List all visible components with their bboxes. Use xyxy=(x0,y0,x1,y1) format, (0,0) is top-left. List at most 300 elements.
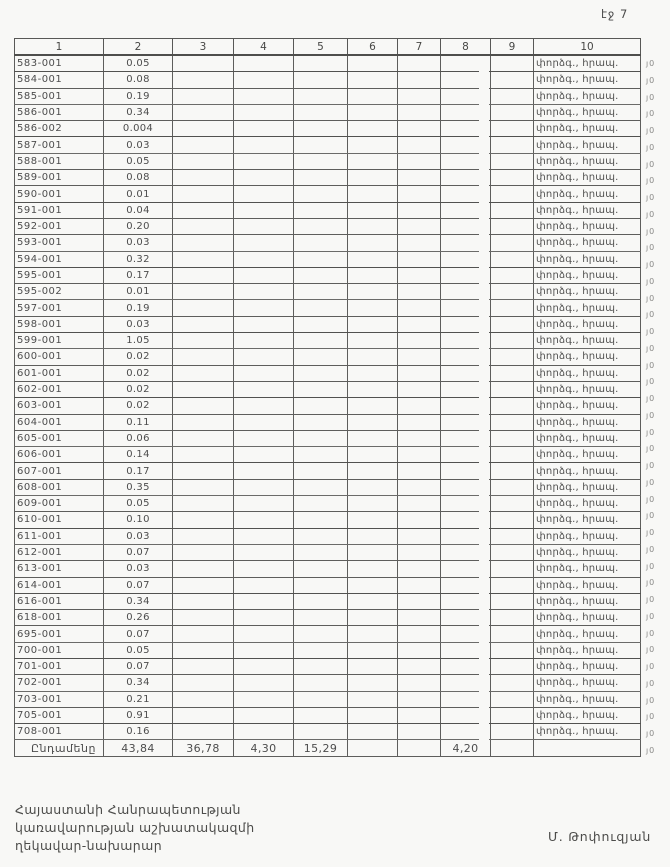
row-code: 587-001 xyxy=(15,137,104,153)
empty-cell xyxy=(441,202,491,218)
row-value: 0.08 xyxy=(104,72,173,88)
row-note: փորձգ., հրապ. xyxy=(534,170,641,186)
empty-cell xyxy=(441,496,491,512)
row-value: 0.34 xyxy=(104,104,173,120)
empty-cell xyxy=(491,430,534,446)
header-col-10: 10 xyxy=(534,39,641,56)
header-col-5: 5 xyxy=(294,39,348,56)
row-value: 0.17 xyxy=(104,267,173,283)
signature-name: Մ. Թոփուզյան xyxy=(548,829,652,844)
margin-mark: յ0 xyxy=(646,578,656,588)
row-code: 616-001 xyxy=(15,593,104,609)
empty-cell xyxy=(398,137,441,153)
empty-cell xyxy=(491,398,534,414)
empty-cell xyxy=(491,479,534,495)
empty-cell xyxy=(441,316,491,332)
empty-cell xyxy=(491,251,534,267)
empty-cell xyxy=(173,153,234,169)
empty-cell xyxy=(173,528,234,544)
empty-cell xyxy=(491,381,534,397)
empty-cell xyxy=(441,626,491,642)
empty-cell xyxy=(173,430,234,446)
empty-cell xyxy=(294,512,348,528)
row-code: 605-001 xyxy=(15,430,104,446)
empty-cell xyxy=(234,365,294,381)
empty-cell xyxy=(441,170,491,186)
row-code: 604-001 xyxy=(15,414,104,430)
row-note: փորձգ., հրապ. xyxy=(534,626,641,642)
empty-cell xyxy=(398,561,441,577)
row-note: փորձգ., հրապ. xyxy=(534,691,641,707)
row-value: 0.08 xyxy=(104,170,173,186)
empty-cell xyxy=(173,610,234,626)
row-value: 0.20 xyxy=(104,218,173,234)
empty-cell xyxy=(234,72,294,88)
totals-label: Ընդամենը xyxy=(15,740,104,756)
empty-cell xyxy=(348,577,398,593)
total-col-2: 43,84 xyxy=(104,740,173,756)
empty-cell xyxy=(441,593,491,609)
empty-cell xyxy=(491,170,534,186)
empty-cell xyxy=(398,218,441,234)
empty-cell xyxy=(491,642,534,658)
empty-cell xyxy=(398,675,441,691)
table-row xyxy=(15,381,641,397)
row-value: 0.06 xyxy=(104,430,173,446)
page-number: էջ 7 xyxy=(601,7,629,21)
empty-cell xyxy=(441,72,491,88)
empty-cell xyxy=(441,137,491,153)
row-value: 0.02 xyxy=(104,381,173,397)
empty-cell xyxy=(491,512,534,528)
empty-cell xyxy=(348,724,398,740)
empty-cell xyxy=(491,447,534,463)
empty-cell xyxy=(294,170,348,186)
empty-cell xyxy=(348,675,398,691)
table-row xyxy=(15,528,641,544)
empty-cell xyxy=(348,463,398,479)
empty-cell xyxy=(294,55,348,72)
empty-cell xyxy=(441,104,491,120)
margin-mark: յ0 xyxy=(646,209,656,219)
row-code: 585-001 xyxy=(15,88,104,104)
empty-cell xyxy=(441,447,491,463)
empty-cell xyxy=(173,463,234,479)
empty-cell xyxy=(491,72,534,88)
table-row xyxy=(15,137,641,153)
empty-cell xyxy=(234,349,294,365)
empty-cell xyxy=(234,300,294,316)
margin-mark: յ0 xyxy=(646,142,656,152)
empty-cell xyxy=(491,284,534,300)
empty-cell xyxy=(294,691,348,707)
empty-cell xyxy=(441,675,491,691)
row-note: փորձգ., հրապ. xyxy=(534,463,641,479)
empty-cell xyxy=(294,675,348,691)
empty-cell xyxy=(348,104,398,120)
empty-cell xyxy=(173,398,234,414)
empty-cell xyxy=(294,316,348,332)
empty-cell xyxy=(491,707,534,723)
empty-cell xyxy=(234,284,294,300)
empty-cell xyxy=(173,104,234,120)
row-value: 0.26 xyxy=(104,610,173,626)
header-col-6: 6 xyxy=(348,39,398,56)
table-row xyxy=(15,365,641,381)
empty-cell xyxy=(294,414,348,430)
row-code: 601-001 xyxy=(15,365,104,381)
table-row xyxy=(15,691,641,707)
row-code: 606-001 xyxy=(15,447,104,463)
empty-cell xyxy=(348,284,398,300)
total-col-7 xyxy=(398,740,441,756)
empty-cell xyxy=(398,267,441,283)
empty-cell xyxy=(234,316,294,332)
empty-cell xyxy=(348,658,398,674)
empty-cell xyxy=(294,577,348,593)
row-value: 0.35 xyxy=(104,479,173,495)
row-note: փորձգ., հրապ. xyxy=(534,658,641,674)
empty-cell xyxy=(348,349,398,365)
empty-cell xyxy=(398,300,441,316)
empty-cell xyxy=(441,658,491,674)
margin-mark: յ0 xyxy=(646,494,656,504)
table-row xyxy=(15,626,641,642)
empty-cell xyxy=(173,707,234,723)
row-value: 0.32 xyxy=(104,251,173,267)
row-value: 0.02 xyxy=(104,349,173,365)
row-code: 613-001 xyxy=(15,561,104,577)
row-note: փորձգ., հրապ. xyxy=(534,593,641,609)
table-row xyxy=(15,55,641,72)
empty-cell xyxy=(294,626,348,642)
margin-mark: յ0 xyxy=(646,92,656,102)
empty-cell xyxy=(294,349,348,365)
empty-cell xyxy=(234,121,294,137)
empty-cell xyxy=(294,528,348,544)
empty-cell xyxy=(234,707,294,723)
row-code: 586-001 xyxy=(15,104,104,120)
empty-cell xyxy=(348,316,398,332)
empty-cell xyxy=(348,202,398,218)
empty-cell xyxy=(348,610,398,626)
empty-cell xyxy=(173,512,234,528)
empty-cell xyxy=(348,365,398,381)
empty-cell xyxy=(348,414,398,430)
header-col-3: 3 xyxy=(173,39,234,56)
empty-cell xyxy=(441,300,491,316)
row-note: փորձգ., հրապ. xyxy=(534,333,641,349)
empty-cell xyxy=(234,381,294,397)
empty-cell xyxy=(348,626,398,642)
empty-cell xyxy=(348,381,398,397)
empty-cell xyxy=(398,463,441,479)
empty-cell xyxy=(398,593,441,609)
row-value: 0.03 xyxy=(104,137,173,153)
empty-cell xyxy=(173,333,234,349)
empty-cell xyxy=(173,121,234,137)
margin-mark: յ0 xyxy=(646,561,656,571)
empty-cell xyxy=(348,218,398,234)
row-code: 599-001 xyxy=(15,333,104,349)
margin-mark: յ0 xyxy=(646,729,656,738)
empty-cell xyxy=(348,691,398,707)
empty-cell xyxy=(234,235,294,251)
row-note: փորձգ., հրապ. xyxy=(534,186,641,202)
table-row xyxy=(15,251,641,267)
empty-cell xyxy=(234,691,294,707)
footer-line-2: կառավարության աշխատակազմի xyxy=(15,820,255,836)
empty-cell xyxy=(294,267,348,283)
table-row xyxy=(15,300,641,316)
empty-cell xyxy=(491,202,534,218)
empty-cell xyxy=(398,610,441,626)
empty-cell xyxy=(294,333,348,349)
row-code: 591-001 xyxy=(15,202,104,218)
header-col-4: 4 xyxy=(234,39,294,56)
row-note: փորձգ., հրապ. xyxy=(534,724,641,740)
empty-cell xyxy=(398,479,441,495)
empty-cell xyxy=(441,153,491,169)
empty-cell xyxy=(173,626,234,642)
row-code: 700-001 xyxy=(15,642,104,658)
table-body xyxy=(15,55,641,740)
footer-line-1: Հայաստանի Հանրապետության xyxy=(15,802,241,817)
empty-cell xyxy=(173,447,234,463)
margin-mark: յ0 xyxy=(646,628,656,638)
margin-mark: յ0 xyxy=(646,360,656,370)
table-row xyxy=(15,479,641,495)
empty-cell xyxy=(348,593,398,609)
row-code: 702-001 xyxy=(15,675,104,691)
header-col-9: 9 xyxy=(491,39,534,56)
empty-cell xyxy=(294,121,348,137)
empty-cell xyxy=(348,170,398,186)
margin-mark: յ0 xyxy=(646,394,656,403)
empty-cell xyxy=(348,398,398,414)
margin-mark: յ0 xyxy=(646,611,656,621)
row-code: 612-001 xyxy=(15,544,104,560)
row-note: փորձգ., հրապ. xyxy=(534,577,641,593)
row-value: 0.34 xyxy=(104,593,173,609)
empty-cell xyxy=(398,626,441,642)
empty-cell xyxy=(491,675,534,691)
empty-cell xyxy=(234,170,294,186)
table-header xyxy=(15,39,641,56)
row-code: 610-001 xyxy=(15,512,104,528)
empty-cell xyxy=(173,88,234,104)
row-value: 0.03 xyxy=(104,561,173,577)
empty-cell xyxy=(398,414,441,430)
margin-mark: յ0 xyxy=(646,477,656,487)
table-row xyxy=(15,707,641,723)
empty-cell xyxy=(441,88,491,104)
empty-cell xyxy=(234,414,294,430)
row-code: 602-001 xyxy=(15,381,104,397)
empty-cell xyxy=(348,496,398,512)
empty-cell xyxy=(234,496,294,512)
table-row xyxy=(15,447,641,463)
table-row xyxy=(15,658,641,674)
row-note: փորձգ., հրապ. xyxy=(534,430,641,446)
row-note: փորձգ., հրապ. xyxy=(534,496,641,512)
empty-cell xyxy=(173,642,234,658)
table-row xyxy=(15,316,641,332)
margin-mark: յ0 xyxy=(646,511,656,521)
empty-cell xyxy=(294,479,348,495)
table-row xyxy=(15,561,641,577)
row-note: փորձգ., հրապ. xyxy=(534,137,641,153)
empty-cell xyxy=(398,512,441,528)
empty-cell xyxy=(294,707,348,723)
row-note: փորձգ., հրապ. xyxy=(534,479,641,495)
empty-cell xyxy=(398,398,441,414)
empty-cell xyxy=(491,496,534,512)
row-code: 590-001 xyxy=(15,186,104,202)
empty-cell xyxy=(441,414,491,430)
margin-mark: յ0 xyxy=(646,695,656,705)
empty-cell xyxy=(398,381,441,397)
header-col-8: 8 xyxy=(441,39,491,56)
margin-mark: յ0 xyxy=(646,678,656,688)
total-col-10 xyxy=(534,740,641,756)
row-note: փորձգ., հրապ. xyxy=(534,88,641,104)
empty-cell xyxy=(173,544,234,560)
empty-cell xyxy=(234,577,294,593)
empty-cell xyxy=(348,88,398,104)
table-row xyxy=(15,235,641,251)
empty-cell xyxy=(398,365,441,381)
empty-cell xyxy=(173,186,234,202)
empty-cell xyxy=(441,284,491,300)
empty-cell xyxy=(441,186,491,202)
row-value: 0.05 xyxy=(104,496,173,512)
empty-cell xyxy=(441,642,491,658)
empty-cell xyxy=(173,349,234,365)
row-code: 595-002 xyxy=(15,284,104,300)
empty-cell xyxy=(234,642,294,658)
row-code: 611-001 xyxy=(15,528,104,544)
empty-cell xyxy=(441,512,491,528)
row-value: 0.01 xyxy=(104,284,173,300)
row-value: 0.19 xyxy=(104,300,173,316)
empty-cell xyxy=(491,528,534,544)
row-value: 0.91 xyxy=(104,707,173,723)
margin-mark: յ0 xyxy=(646,260,656,269)
empty-cell xyxy=(441,251,491,267)
margin-mark: յ0 xyxy=(646,444,656,454)
footer-organization xyxy=(15,801,255,855)
empty-cell xyxy=(348,55,398,72)
margin-mark: յ0 xyxy=(646,745,656,755)
empty-cell xyxy=(294,235,348,251)
empty-cell xyxy=(234,333,294,349)
row-value: 0.02 xyxy=(104,365,173,381)
empty-cell xyxy=(398,121,441,137)
row-note: փորձգ., հրապ. xyxy=(534,642,641,658)
empty-cell xyxy=(398,88,441,104)
empty-cell xyxy=(398,333,441,349)
empty-cell xyxy=(348,479,398,495)
empty-cell xyxy=(491,186,534,202)
empty-cell xyxy=(173,414,234,430)
header-col-7: 7 xyxy=(398,39,441,56)
row-value: 0.17 xyxy=(104,463,173,479)
empty-cell xyxy=(234,430,294,446)
table-row xyxy=(15,104,641,120)
empty-cell xyxy=(173,72,234,88)
margin-mark: յ0 xyxy=(646,595,656,604)
empty-cell xyxy=(491,658,534,674)
row-value: 0.01 xyxy=(104,186,173,202)
empty-cell xyxy=(294,561,348,577)
row-value: 0.03 xyxy=(104,235,173,251)
row-value: 0.03 xyxy=(104,316,173,332)
empty-cell xyxy=(491,300,534,316)
empty-cell xyxy=(294,398,348,414)
row-code: 701-001 xyxy=(15,658,104,674)
footer-line-3: ղեկավար-նախարար xyxy=(15,838,163,854)
margin-mark: յ0 xyxy=(646,343,656,353)
empty-cell xyxy=(234,104,294,120)
row-code: 695-001 xyxy=(15,626,104,642)
empty-cell xyxy=(398,528,441,544)
total-col-4: 4,30 xyxy=(234,740,294,756)
empty-cell xyxy=(234,218,294,234)
empty-cell xyxy=(294,544,348,560)
empty-cell xyxy=(348,267,398,283)
row-note: փորձգ., հրապ. xyxy=(534,153,641,169)
total-col-5: 15,29 xyxy=(294,740,348,756)
empty-cell xyxy=(294,153,348,169)
empty-cell xyxy=(348,333,398,349)
empty-cell xyxy=(234,398,294,414)
total-col-8: 4,20 xyxy=(441,740,491,756)
empty-cell xyxy=(441,267,491,283)
empty-cell xyxy=(234,137,294,153)
row-code: 703-001 xyxy=(15,691,104,707)
empty-cell xyxy=(441,561,491,577)
margin-mark: յ0 xyxy=(646,662,656,671)
empty-cell xyxy=(234,610,294,626)
table-row xyxy=(15,675,641,691)
row-value: 0.004 xyxy=(104,121,173,137)
empty-cell xyxy=(294,251,348,267)
empty-cell xyxy=(441,479,491,495)
row-value: 0.19 xyxy=(104,88,173,104)
row-code: 584-001 xyxy=(15,72,104,88)
margin-mark: յ0 xyxy=(646,159,656,169)
empty-cell xyxy=(491,235,534,251)
row-value: 0.05 xyxy=(104,153,173,169)
empty-cell xyxy=(294,104,348,120)
empty-cell xyxy=(441,349,491,365)
empty-cell xyxy=(294,72,348,88)
total-col-3: 36,78 xyxy=(173,740,234,756)
row-note: փորձգ., հրապ. xyxy=(534,447,641,463)
empty-cell xyxy=(294,593,348,609)
empty-cell xyxy=(491,577,534,593)
empty-cell xyxy=(234,626,294,642)
empty-cell xyxy=(441,333,491,349)
empty-cell xyxy=(441,430,491,446)
empty-cell xyxy=(234,593,294,609)
totals-row xyxy=(15,740,641,756)
table-row xyxy=(15,333,641,349)
row-note: փորձգ., հրապ. xyxy=(534,561,641,577)
row-code: 598-001 xyxy=(15,316,104,332)
empty-cell xyxy=(173,218,234,234)
